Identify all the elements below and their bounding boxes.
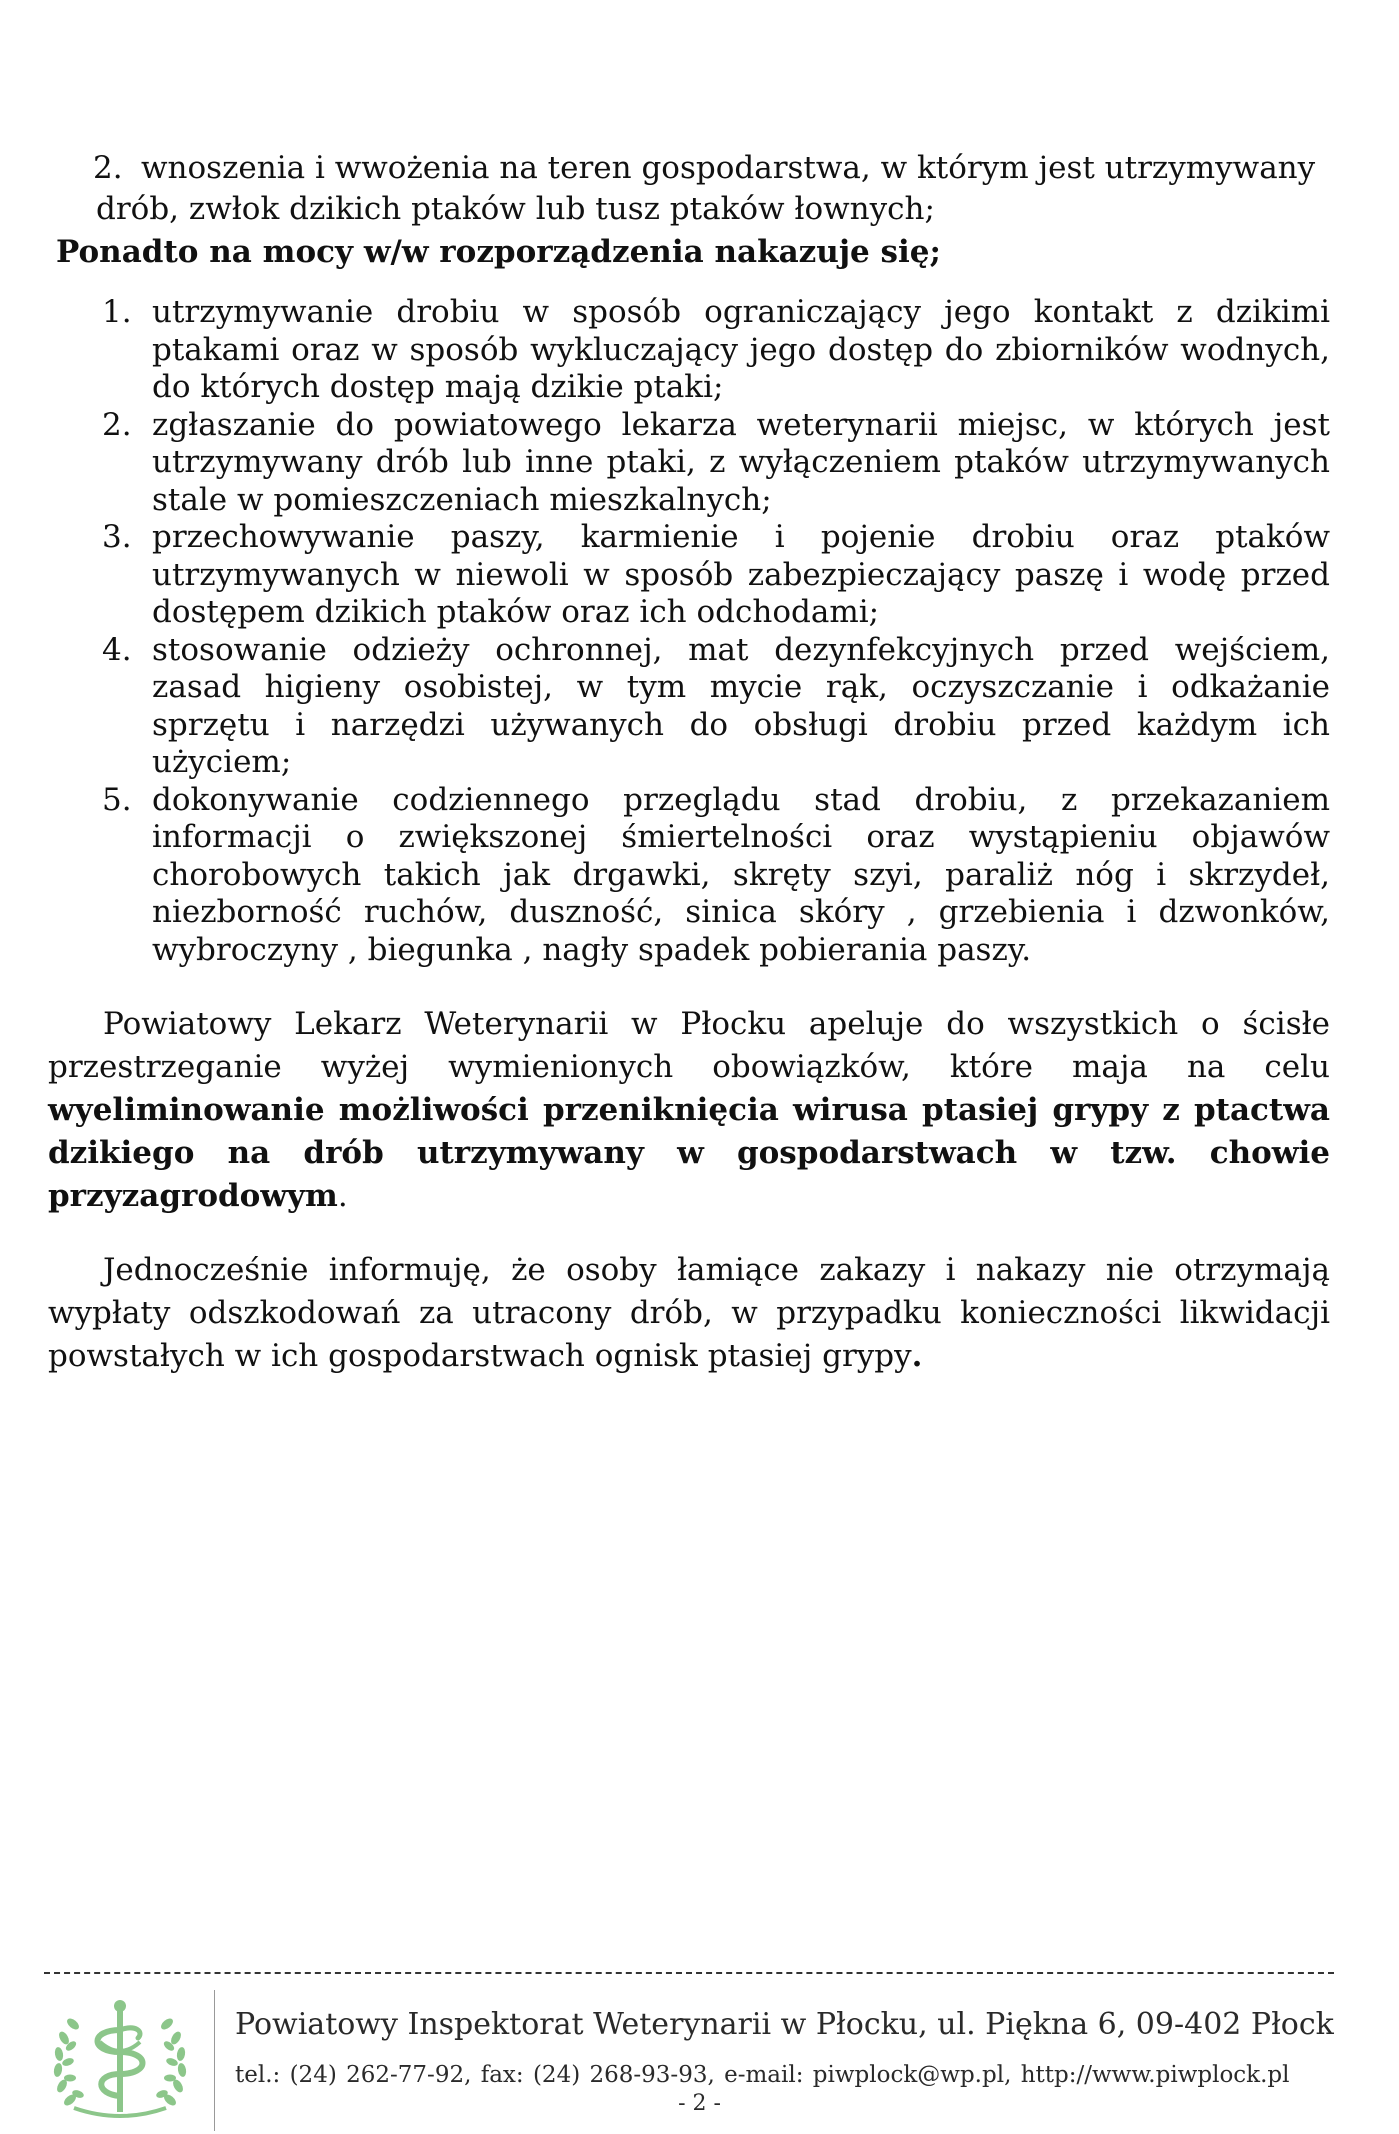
list-item-text: przechowywanie paszy, karmienie i pojenie drobiu oraz ptaków utrzymywanych w niewoli w sposób zabezpieczający paszę i wodę przed dostępem dzikich ptaków oraz ich odchodami; xyxy=(152,519,1330,630)
notice-end: . xyxy=(911,1338,923,1374)
footer-divider-line xyxy=(44,1972,1334,1974)
list-item-number: 5. xyxy=(102,781,132,818)
appeal-emphasis: wyeliminowanie możliwości przeniknięcia wirusa ptasiej grypy z ptactwa dzikiego na drób utrzymywany w gospodarstwach w tzw. chowie przyzagrodowym xyxy=(48,1092,1330,1214)
page-number: - 2 - xyxy=(678,2091,721,2116)
list-item-text-line2: drób, zwłok dzikich ptaków lub tusz ptaków łownych; xyxy=(96,191,935,227)
list-item-number: 3. xyxy=(102,519,132,555)
notice-paragraph xyxy=(48,1249,1330,1378)
list-item xyxy=(48,632,1330,782)
footer-contact-info: tel.: (24) 262-77-92, fax: (24) 268-93-93, e-mail: piwplock@wp.pl, http://www.piwplock.pl xyxy=(235,2062,1290,2088)
list-item xyxy=(48,294,1330,407)
appeal-paragraph xyxy=(48,1003,1330,1218)
appeal-text: Powiatowy Lekarz Weterynarii w Płocku apeluje do wszystkich o ścisłe przestrzeganie wyżej wymienionych obowiązków, które maja na celu xyxy=(48,1006,1330,1085)
list-item-number: 2. xyxy=(102,406,132,443)
list-item-text-line1: wnoszenia i wwożenia na teren gospodarstwa, w którym jest utrzymywany xyxy=(141,150,1316,186)
list-item-text: zgłaszanie do powiatowego lekarza weterynarii miejsc, w których jest utrzymywany drób lub inne ptaki, z wyłączeniem ptaków utrzymywanych stale w pomieszczeniach mieszkalnych; xyxy=(152,406,1330,518)
orders-list xyxy=(48,294,1330,969)
list-item xyxy=(48,519,1330,632)
list-item-text: stosowanie odzieży ochronnej, mat dezynfekcyjnych przed wejściem, zasad higieny osobistej, w tym mycie rąk, oczyszczanie i odkażanie sprzętu i narzędzi używanych do obsługi drobiu przed każdym ich użyciem; xyxy=(152,631,1330,780)
list-item xyxy=(48,407,1330,520)
list-item-number: 1. xyxy=(102,294,132,330)
footer-institution-address: Powiatowy Inspektorat Weterynarii w Płocku, ul. Piękna 6, 09-402 Płock xyxy=(235,2007,1334,2042)
document-body xyxy=(48,148,1330,1409)
list-item xyxy=(48,782,1330,970)
list-item-text: utrzymywanie drobiu w sposób ograniczający jego kontakt z dzikimi ptakami oraz w sposób wykluczający jego dostęp do zbiorników wodnych, do których dostęp mają dzikie ptaki; xyxy=(152,294,1330,405)
appeal-end: . xyxy=(337,1178,348,1214)
notice-text: Jednocześnie informuję, że osoby łamiące zakazy i nakazy nie otrzymają wypłaty odszkodowań za utracony drób, w przypadku konieczności likwidacji powstałych w ich gospodarstwach ognisk ptasiej grypy xyxy=(48,1252,1330,1374)
list-item-number: 4. xyxy=(102,631,132,668)
list-item-number: 2. xyxy=(93,150,123,186)
section-heading: Ponadto na mocy w/w rozporządzenia nakazuje się; xyxy=(56,234,941,270)
continued-list-item xyxy=(48,148,1330,230)
list-item-text: dokonywanie codziennego przeglądu stad drobiu, z przekazaniem informacji o zwiększonej śmiertelności oraz wystąpieniu objawów chorobowych takich jak drgawki, skręty szyi, paraliż nóg i skrzydeł, niezborność ruchów, duszność, sinica skóry , grzebienia i dzwonków, wybroczyny , biegunka , nagły spadek pobierania paszy. xyxy=(152,781,1330,968)
